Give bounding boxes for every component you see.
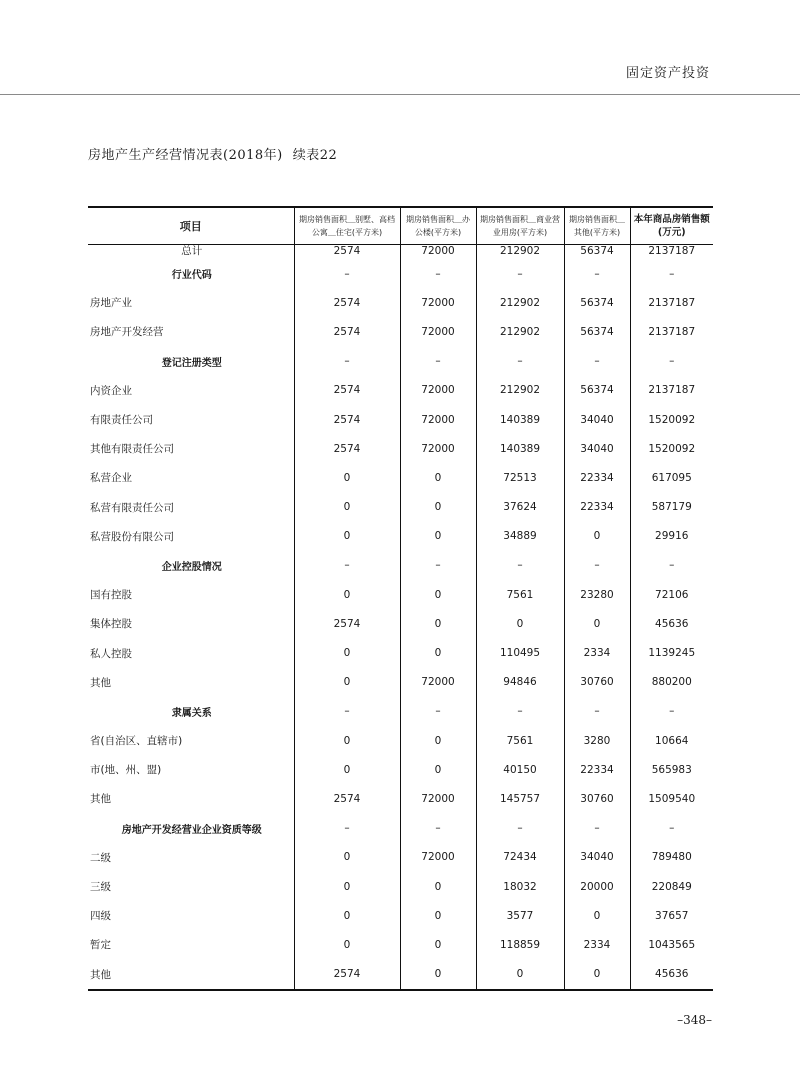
cell-value: 0 (294, 668, 400, 697)
cell-value: 0 (400, 930, 476, 959)
cell-value: 212902 (476, 376, 564, 405)
cell-value: 0 (294, 463, 400, 492)
cell-value: 2574 (294, 245, 400, 260)
cell-value: 0 (400, 755, 476, 784)
cell-value: 72434 (476, 843, 564, 872)
cell-value: – (294, 347, 400, 376)
cell-value: 40150 (476, 755, 564, 784)
cell-value: 7561 (476, 726, 564, 755)
cell-value: 22334 (564, 755, 630, 784)
row-label: 其他 (90, 676, 111, 689)
cell-value: 140389 (476, 405, 564, 434)
cell-value: – (400, 347, 476, 376)
cell-value: 0 (564, 901, 630, 930)
cell-value: – (630, 551, 713, 580)
table-row (88, 755, 713, 784)
cell-value: 565983 (630, 755, 713, 784)
cell-value: – (564, 697, 630, 726)
cell-value: – (564, 259, 630, 288)
cell-value: 2334 (564, 638, 630, 667)
row-label: 暂定 (90, 939, 111, 952)
row-label: 其他 (90, 793, 111, 806)
cell-value: – (400, 259, 476, 288)
cell-value: 2334 (564, 930, 630, 959)
cell-value: 3280 (564, 726, 630, 755)
cell-value: 34040 (564, 843, 630, 872)
cell-value: – (294, 551, 400, 580)
cell-value: 110495 (476, 638, 564, 667)
table-row (88, 376, 713, 405)
table-row (88, 317, 713, 346)
cell-value: 880200 (630, 668, 713, 697)
cell-value: – (630, 697, 713, 726)
cell-value: 29916 (630, 522, 713, 551)
row-label: 省(自治区、直辖市) (90, 735, 183, 748)
column-header-item: 项目 (88, 207, 294, 245)
cell-value: – (476, 347, 564, 376)
cell-value: 20000 (564, 872, 630, 901)
cell-value: 212902 (476, 288, 564, 317)
cell-value: – (400, 551, 476, 580)
cell-value: 2137187 (630, 317, 713, 346)
cell-value: 23280 (564, 580, 630, 609)
cell-value: – (476, 551, 564, 580)
cell-value: 220849 (630, 872, 713, 901)
row-label: 私营企业 (90, 472, 132, 485)
cell-value: – (294, 814, 400, 843)
row-label: 隶属关系 (171, 707, 212, 719)
cell-value: – (630, 814, 713, 843)
cell-value: 0 (294, 755, 400, 784)
statistics-table (88, 206, 713, 991)
cell-value: 72000 (400, 434, 476, 463)
table-row (88, 930, 713, 959)
row-label: 登记注册类型 (161, 357, 222, 369)
cell-value: 72000 (400, 245, 476, 260)
table-title-text: 房地产生产经营情况表(2018年) (88, 148, 283, 163)
cell-value: 72106 (630, 580, 713, 609)
cell-value: 22334 (564, 493, 630, 522)
cell-value: – (476, 814, 564, 843)
cell-value: 34040 (564, 434, 630, 463)
row-label: 私营有限责任公司 (90, 501, 174, 514)
cell-value: 2137187 (630, 376, 713, 405)
cell-value: 72000 (400, 405, 476, 434)
cell-value: – (630, 347, 713, 376)
cell-value: – (400, 697, 476, 726)
cell-value: 72513 (476, 463, 564, 492)
cell-value: 2137187 (630, 288, 713, 317)
table-row (88, 901, 713, 930)
cell-value: 617095 (630, 463, 713, 492)
row-label: 其他 (90, 968, 111, 981)
cell-value: 56374 (564, 317, 630, 346)
cell-value: 2574 (294, 609, 400, 638)
row-label: 有限责任公司 (90, 414, 153, 427)
table-row (88, 522, 713, 551)
cell-value: 56374 (564, 376, 630, 405)
table-row (88, 638, 713, 667)
cell-value: 72000 (400, 784, 476, 813)
table-row (88, 463, 713, 492)
cell-value: 37657 (630, 901, 713, 930)
cell-value: 1520092 (630, 434, 713, 463)
cell-value: 0 (400, 901, 476, 930)
cell-value: 22334 (564, 463, 630, 492)
cell-value: 587179 (630, 493, 713, 522)
table-row (88, 609, 713, 638)
cell-value: – (476, 259, 564, 288)
row-label: 三级 (90, 881, 111, 894)
cell-value: 0 (294, 843, 400, 872)
cell-value: 34040 (564, 405, 630, 434)
cell-value: 72000 (400, 668, 476, 697)
cell-value: 56374 (564, 288, 630, 317)
cell-value: 212902 (476, 245, 564, 260)
cell-value: – (400, 814, 476, 843)
cell-value: 0 (294, 901, 400, 930)
cell-value: – (564, 551, 630, 580)
table-row (88, 784, 713, 813)
cell-value: 0 (294, 930, 400, 959)
table-row (88, 347, 713, 376)
table-row (88, 697, 713, 726)
row-label: 四级 (90, 910, 111, 923)
column-header-office: 期房销售面积＿办公楼(平方米) (400, 207, 476, 245)
row-label: 内资企业 (90, 384, 132, 397)
table-row (88, 960, 713, 990)
cell-value: 0 (564, 960, 630, 990)
table-row (88, 814, 713, 843)
row-label: 总计 (181, 245, 203, 257)
cell-value: 7561 (476, 580, 564, 609)
table-title (88, 144, 337, 163)
row-label: 其他有限责任公司 (90, 443, 174, 456)
cell-value: 1509540 (630, 784, 713, 813)
cell-value: 18032 (476, 872, 564, 901)
table-row (88, 259, 713, 288)
row-label: 房地产开发经营业企业资质等级 (121, 824, 262, 836)
table-row (88, 872, 713, 901)
row-label: 行业代码 (171, 270, 212, 282)
column-header-sales: 本年商品房销售额(万元) (630, 207, 713, 245)
cell-value: 2574 (294, 960, 400, 990)
table-row (88, 580, 713, 609)
cell-value: 72000 (400, 317, 476, 346)
cell-value: 72000 (400, 288, 476, 317)
cell-value: 789480 (630, 843, 713, 872)
cell-value: 2574 (294, 288, 400, 317)
table-body (88, 245, 713, 990)
table-row (88, 668, 713, 697)
table-row (88, 726, 713, 755)
cell-value: 56374 (564, 245, 630, 260)
cell-value: 0 (400, 960, 476, 990)
cell-value: 1520092 (630, 405, 713, 434)
cell-value: 30760 (564, 668, 630, 697)
table-row (88, 288, 713, 317)
cell-value: 0 (294, 638, 400, 667)
cell-value: 2574 (294, 434, 400, 463)
column-header-villa: 期房销售面积＿别墅、高档公寓＿住宅(平方米) (294, 207, 400, 245)
cell-value: 1043565 (630, 930, 713, 959)
cell-value: 0 (476, 609, 564, 638)
table-row (88, 405, 713, 434)
header-row (88, 207, 713, 245)
cell-value: – (564, 347, 630, 376)
row-label: 私营股份有限公司 (90, 530, 174, 543)
cell-value: 140389 (476, 434, 564, 463)
cell-value: 45636 (630, 609, 713, 638)
cell-value: 72000 (400, 843, 476, 872)
cell-value: 0 (400, 493, 476, 522)
cell-value: – (476, 697, 564, 726)
cell-value: 0 (400, 463, 476, 492)
cell-value: 0 (294, 580, 400, 609)
continuation-label: 续表22 (292, 148, 338, 163)
table-row (88, 434, 713, 463)
cell-value: 0 (564, 609, 630, 638)
cell-value: 0 (400, 726, 476, 755)
cell-value: – (294, 697, 400, 726)
row-label: 房地产业 (90, 297, 132, 310)
cell-value: 37624 (476, 493, 564, 522)
cell-value: 145757 (476, 784, 564, 813)
row-label: 房地产开发经营 (90, 326, 164, 339)
cell-value: 0 (294, 522, 400, 551)
cell-value: 0 (400, 638, 476, 667)
row-label: 企业控股情况 (161, 561, 222, 573)
cell-value: 34889 (476, 522, 564, 551)
row-label: 二级 (90, 851, 111, 864)
cell-value: 10664 (630, 726, 713, 755)
cell-value: 0 (400, 580, 476, 609)
row-label: 市(地、州、盟) (90, 764, 162, 777)
cell-value: 0 (294, 872, 400, 901)
cell-value: 1139245 (630, 638, 713, 667)
table-row (88, 493, 713, 522)
cell-value: 30760 (564, 784, 630, 813)
running-head: 固定资产投资 (625, 66, 710, 81)
cell-value: 45636 (630, 960, 713, 990)
table-row (88, 245, 713, 260)
cell-value: 0 (294, 726, 400, 755)
cell-value: 212902 (476, 317, 564, 346)
cell-value: 94846 (476, 668, 564, 697)
cell-value: – (630, 259, 713, 288)
cell-value: 0 (400, 609, 476, 638)
cell-value: 0 (294, 493, 400, 522)
page-number: –348– (677, 1013, 712, 1027)
cell-value: 2574 (294, 784, 400, 813)
column-header-other: 期房销售面积＿其他(平方米) (564, 207, 630, 245)
cell-value: – (294, 259, 400, 288)
header-rule (0, 94, 800, 95)
cell-value: 2574 (294, 317, 400, 346)
table-row (88, 551, 713, 580)
table-row (88, 843, 713, 872)
cell-value: 0 (400, 522, 476, 551)
cell-value: 2574 (294, 405, 400, 434)
row-label: 国有控股 (90, 589, 132, 602)
cell-value: 118859 (476, 930, 564, 959)
cell-value: – (564, 814, 630, 843)
cell-value: 72000 (400, 376, 476, 405)
row-label: 集体控股 (90, 618, 132, 631)
cell-value: 3577 (476, 901, 564, 930)
cell-value: 0 (476, 960, 564, 990)
cell-value: 2137187 (630, 245, 713, 260)
cell-value: 0 (400, 872, 476, 901)
cell-value: 2574 (294, 376, 400, 405)
column-header-commercial: 期房销售面积＿商业营业用房(平方米) (476, 207, 564, 245)
cell-value: 0 (564, 522, 630, 551)
row-label: 私人控股 (90, 647, 132, 660)
